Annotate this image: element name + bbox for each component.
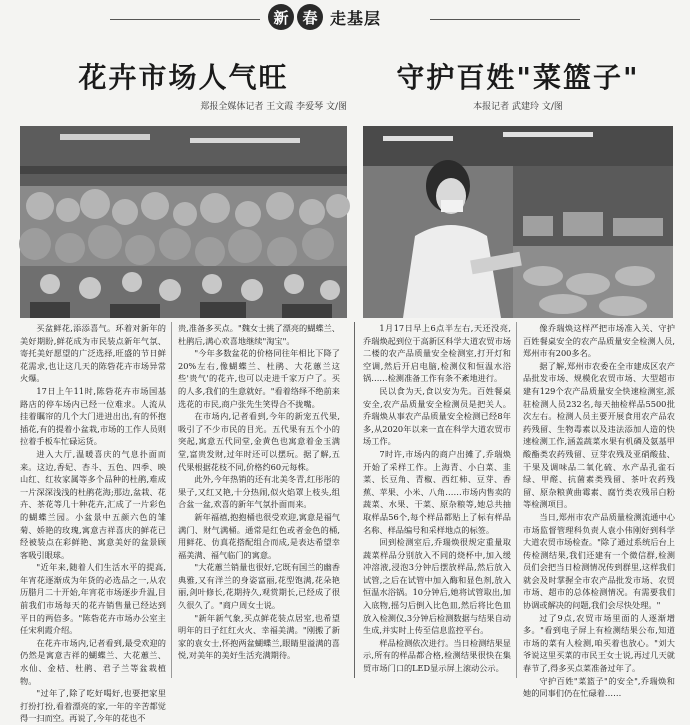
flower-market-photo: [20, 126, 347, 318]
left-paragraph: 贵,准备多买点。"魏女士挑了漂亮的蝴蝶兰、杜鹃后,满心欢喜地继续"淘宝"。: [178, 323, 340, 346]
left-byline: 郑报全媒体记者 王文霞 李爱琴 文/图: [200, 102, 347, 112]
right-paragraph: 7时许,市场内的商户出摊了,乔瑞焕开始了采样工作。上海青、小白菜、韭菜、长豆角、青椒、西红柿、豆芽、香蕉、苹果、小米、八角……市场内售卖的蔬菜、水果、干菜、原杂粮等,她总共抽取样品56个,每个样品都贴上了标有样品名称、样品编号和采样地点的标签。: [363, 448, 511, 535]
left-article-body-col1: [20, 322, 166, 724]
left-paragraph: "过年了,除了吃好喝好,也要把家里打扮打扮,看着漂亮的家,一年的辛苦都觉得一扫而空。再说了,今年的花也不: [20, 688, 166, 724]
right-paragraph: 守护百姓"菜篮子"的安全",乔瑞焕和她的同事们仍在忙碌着……: [523, 675, 675, 699]
left-paragraph: 此外,今年热销的还有北美冬青,红彤彤的果子,又红又艳,十分热闹,似火焰罩上枝头,组合盆一盆,欢喜的新年气氛扑面而来。: [178, 474, 340, 510]
left-paragraph: "新年新气象,买点鲜花装点居室,也希望明年的日子红红火火、幸福美满。"刚搬了新家的袁女士,怀抱两盆蝴蝶兰,眼睛里溢满的喜悦,对美年的美好生活充满期待。: [178, 612, 340, 661]
right-headline: 守护百姓"菜篮子": [396, 61, 640, 94]
left-paragraph: "大花蕙兰销量也很好,它既有国兰的幽香典雅,又有洋兰的身姿富丽,花型饱满,花朵艳丽,剑叶修长,花期持久,观赏期长,已经成了很久很久了。"商户周女士说。: [178, 562, 340, 611]
column-divider: [516, 322, 517, 678]
right-paragraph: 民以食为天,食以安为先。百姓餐桌安全,农产品质量安全检测员是把关人。乔瑞焕从事农产品质量安全检测已经8年多,从2020年以来一直在科学大道农贸市场工作。: [363, 385, 511, 447]
right-byline: 本报记者 武建玲 文/图: [473, 102, 563, 112]
left-paragraph: 在市场内,记者看到,今年的新宠五代果,吸引了不少市民的目光。五代果有五个小的突起,寓意五代同堂,金黄色也寓意着金玉满堂,富贵发财,过年时还可以摆玩。据了解,五代果根据花枝不同,价格约60元每株。: [178, 411, 340, 472]
column-divider: [171, 322, 172, 678]
right-paragraph: 过了9点,农贸市场里面的人逐渐增多。"看到电子屏上有检测结果公布,知道市场的菜有人检测,咱买着也放心。"刘大爷说这里买菜的市民王女士说,再过几天就春节了,得多买点菜准备过年了。: [523, 612, 675, 674]
left-paragraph: 进入大厅,温暖喜庆的气息扑面而来。这边,香妃、杏斗、五色、四季、映山红、红妆家属等多个品种的杜鹃,难成一片深深浅浅的杜鹃花海;那边,盆栽、花卉、茶花等几十种花卉,汇成了一片彩色的蝴蝶兰园。小盆景中五颜六色的雏菊、娇艳的玫瑰,寓意吉祥喜庆的鲜花已经被装点在彩鲜艳、寓意美好的盆景顾客吸引眼球。: [20, 448, 166, 560]
right-article-body-col1: [363, 322, 511, 682]
section-banner: [0, 4, 690, 34]
left-article-body-col2: [178, 322, 340, 682]
left-paragraph: "近年来,随着人们生活水平的提高,年宵花逐渐成为年货的必选品之一,从农历腊月二十开始,年宵花市场逐步升温,目前我们市场每天的花卉销售量已经达到平日的两倍多。"陈砦花卉市场办公室主任宋利霞介绍。: [20, 562, 166, 636]
right-paragraph: 回到检测室后,乔瑞焕很规定重量取蔬菜样品分别放入不同的烧杯中,加入缓冲溶液,浸泡3分钟后摆放样品,然后放入试管,之后在试管中加入酶和显色剂,放入恒温水浴锅。10分钟后,她将试管取出,加入底物,摇匀后倒入比色皿,然后将比色皿放入检测仪,3分钟后检测数据与结果自动生成,并实时上传至信息监控平台。: [363, 537, 511, 636]
left-article-header: [20, 60, 347, 114]
left-paragraph: 17日上午11时,陈砦花卉市场国基路店的停车场内已经一位难求。人流从挂着瞩帘的几个大门进进出出,有的怀抱插花,有的提着小盆栽,市场的工作人员则拉着手板车忙碌运货。: [20, 385, 166, 447]
left-paragraph: 新年福禧,抱抱桶也很受欢迎,寓意是福气满门、财气满桶。通常是红色或者金色的桶,用鲜花、仿真花搭配组合而成,是表达希望幸福美满、福气临门的寓意。: [178, 511, 340, 560]
right-paragraph: 当日,郑州市农产品质量检测流通中心市场监督管理科负责人袁小伟刚好到科学大道农贸市场检查。"除了通过系统后台上传检测结果,我们还建有一个微信群,检测员们会把当日检测情况传到群里,这样我们就会及时掌握全市农产品批发市场、农贸市场、超市的总体检测情况。有需要我们协调或解决的问题,我们会尽快处理。": [523, 511, 675, 611]
left-paragraph: "今年多数盆花的价格同往年相比下降了20%左右,像蝴蝶兰、杜鹃、大花蕙兰这些'贵气'的花卉,也可以走进千家万户了。买的人多,我们的生意就好。"看着络绎不绝前来选花的市民,商户张先生笑得合不拢嘴。: [178, 348, 340, 409]
section-title: 走基层: [330, 8, 382, 28]
banner-badge-xin: 新: [268, 4, 294, 30]
banner-rule-left: [110, 19, 260, 20]
article-divider: [354, 322, 355, 678]
vegetable-inspector-photo: [363, 126, 673, 318]
banner-badges: [268, 4, 381, 30]
right-paragraph: 像乔瑞焕这样严把市场准入关、守护百姓餐桌安全的农产品质量安全检测人员,郑州市有200多名。: [523, 323, 675, 359]
right-paragraph: 样品检测依次进行。当日检测结果显示,所有的样品都合格,检测结果很快在集贸市场门口的LED显示屏上滚动公示。: [363, 637, 511, 674]
left-paragraph: 买盆鲜花,添添喜气。环着对新年的美好期盼,鲜花成为市民装点新年气氛、寄托美好愿望的广泛选择,旺盛的节日鲜花需求,也让这几天的陈砦花卉市场异常火爆。: [20, 323, 166, 384]
right-article-body-col2: [523, 322, 675, 699]
right-article-header: [363, 60, 673, 114]
banner-rule-right: [430, 19, 580, 20]
left-headline: 花卉市场人气旺: [78, 61, 289, 94]
right-paragraph: 据了解,郑州市农委在全市建成区农产品批发市场、规模化农贸市场、大型超市建有129个农产品质量安全快速检测室,派驻检测人员232名,每天抽检样品5500批次左右。检测人员主要开展食用农产品农药残留、生物毒素以及违法添加人造的快速检测工作,涵盖蔬菜水果有机磷及氨基甲酸酯类农药残留、豆芽农残及亚硝酸盐、干果及调味品二氧化硫、水产品孔雀石绿、甲醛、抗菌素类残留、茶叶农药残留、原杂粮黄曲霉素、腐竹类农残吊白粉等检测项目。: [523, 360, 675, 510]
banner-badge-chun: 春: [297, 4, 323, 30]
right-paragraph: 1月17日早上6点半左右,天还没亮,乔瑞焕起到位于高新区科学大道农贸市场二楼的农产品质量安全检测室,打开灯和空调,然后开启电脑,检测仪和恒温水浴锅……检测准备工作有条不紊地进行。: [363, 323, 511, 384]
left-paragraph: 在花卉市场内,记者看到,最受欢迎的仍然是寓意吉祥的蝴蝶兰、大花蕙兰、水仙、金桔、杜鹃、君子兰等盆栽植物。: [20, 637, 166, 686]
